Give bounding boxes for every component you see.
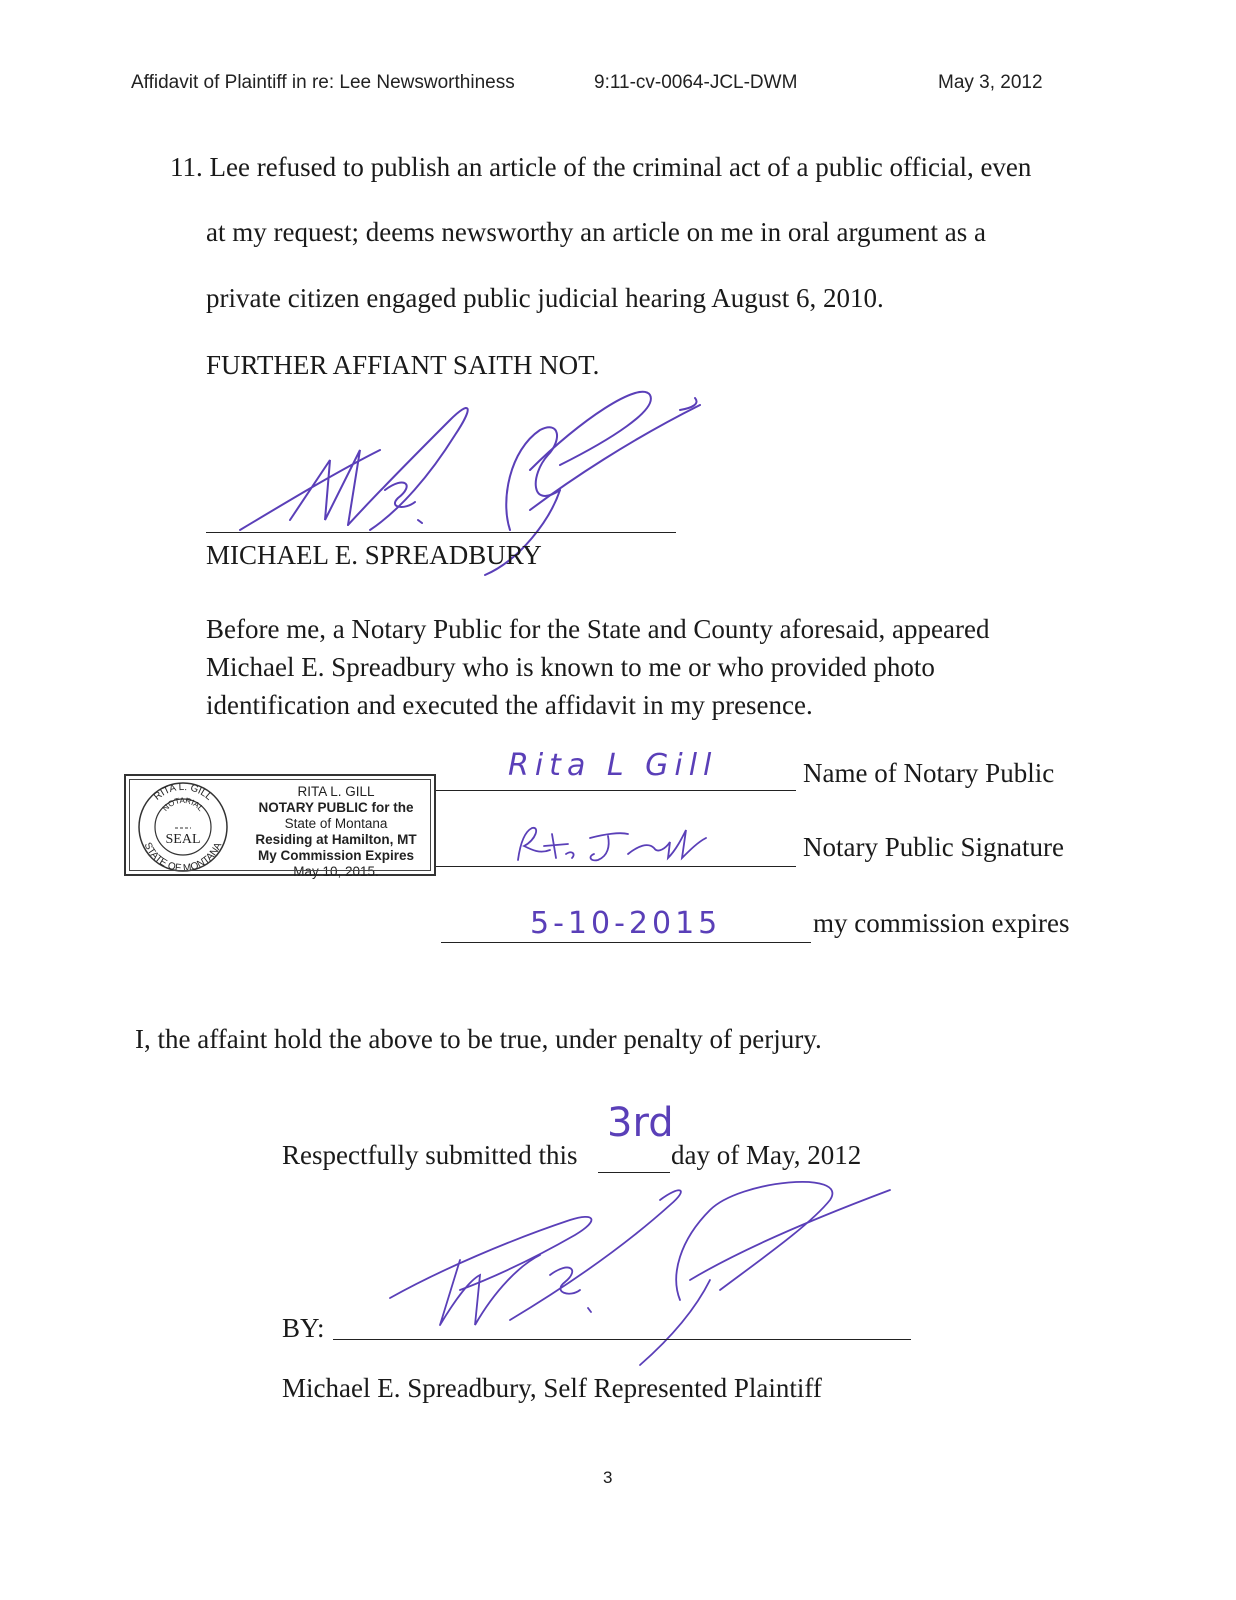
- paragraph-11-line-1: 11. Lee refused to publish an article of the criminal act of a public official, even: [170, 152, 1032, 182]
- seal-ring-top-text: RITA L. GILL: [152, 781, 215, 803]
- seal-center-text: SEAL: [165, 832, 201, 847]
- svg-text:STATE OF MONTANA: [142, 841, 225, 874]
- header-case-number: 9:11-cv-0064-JCL-DWM: [594, 72, 798, 93]
- seal-line: May 10, 2015.: [293, 864, 379, 879]
- further-affiant-text: FURTHER AFFIANT SAITH NOT.: [206, 350, 600, 380]
- submitted-day-line: [598, 1172, 670, 1173]
- header-date: May 3, 2012: [938, 72, 1043, 93]
- notary-signature: [510, 820, 720, 870]
- notary-name-handwritten: Rita L Gill: [508, 748, 718, 783]
- notary-signature-line: [436, 866, 796, 867]
- perjury-statement: I, the affaint hold the above to be true, under penalty of perjury.: [135, 1024, 822, 1054]
- seal-line: RITA L. GILL: [297, 784, 375, 799]
- notary-name-line: [436, 790, 796, 791]
- paragraph-11-line-2: at my request; deems newsworthy an article on me in oral argument as a: [206, 217, 987, 247]
- svg-text:RITA L. GILL: [152, 782, 214, 803]
- submitted-day-handwritten: 3rd: [607, 1100, 674, 1146]
- plaintiff-signature: [380, 1180, 900, 1380]
- page-number: 3: [603, 1468, 613, 1487]
- submitted-prefix: Respectfully submitted this: [282, 1140, 578, 1170]
- seal-line: NOTARY PUBLIC for the: [258, 800, 414, 815]
- affiant-printed-name: MICHAEL E. SPREADBURY: [206, 540, 542, 570]
- by-signature-line: [333, 1339, 911, 1340]
- commission-expiry-line: [441, 942, 811, 943]
- seal-inner-top-text: NOTARIAL: [160, 795, 206, 813]
- signer-name: Michael E. Spreadbury, Self Represented Plaintiff: [282, 1373, 822, 1403]
- svg-text:NOTARIAL: [161, 796, 206, 813]
- seal-line: State of Montana: [284, 816, 388, 831]
- commission-expiry-label: my commission expires: [813, 908, 1070, 938]
- by-label: BY:: [282, 1313, 325, 1343]
- paragraph-11-line-3: private citizen engaged public judicial hearing August 6, 2010.: [206, 283, 884, 313]
- notary-seal-emblem: [134, 780, 232, 874]
- notary-seal-stamp: [124, 774, 436, 879]
- notary-signature-label: Notary Public Signature: [803, 832, 1064, 862]
- affiant-signature-line: [206, 532, 676, 533]
- notary-statement-line-1: Before me, a Notary Public for the State and County aforesaid, appeared: [206, 614, 990, 644]
- seal-ring-bottom-text: STATE OF MONTANA: [141, 840, 225, 874]
- seal-text-block: [250, 784, 422, 880]
- commission-expiry-handwritten: 5-10-2015: [530, 906, 722, 941]
- notary-name-label: Name of Notary Public: [803, 758, 1055, 788]
- header-title: Affidavit of Plaintiff in re: Lee Newsworthiness: [131, 72, 515, 93]
- notary-statement-line-2: Michael E. Spreadbury who is known to me or who provided photo: [206, 652, 935, 682]
- notary-statement-line-3: identification and executed the affidavit in my presence.: [206, 690, 813, 720]
- seal-line: My Commission Expires: [257, 848, 415, 863]
- seal-line: Residing at Hamilton, MT: [255, 832, 417, 847]
- submitted-suffix: day of May, 2012: [671, 1140, 862, 1170]
